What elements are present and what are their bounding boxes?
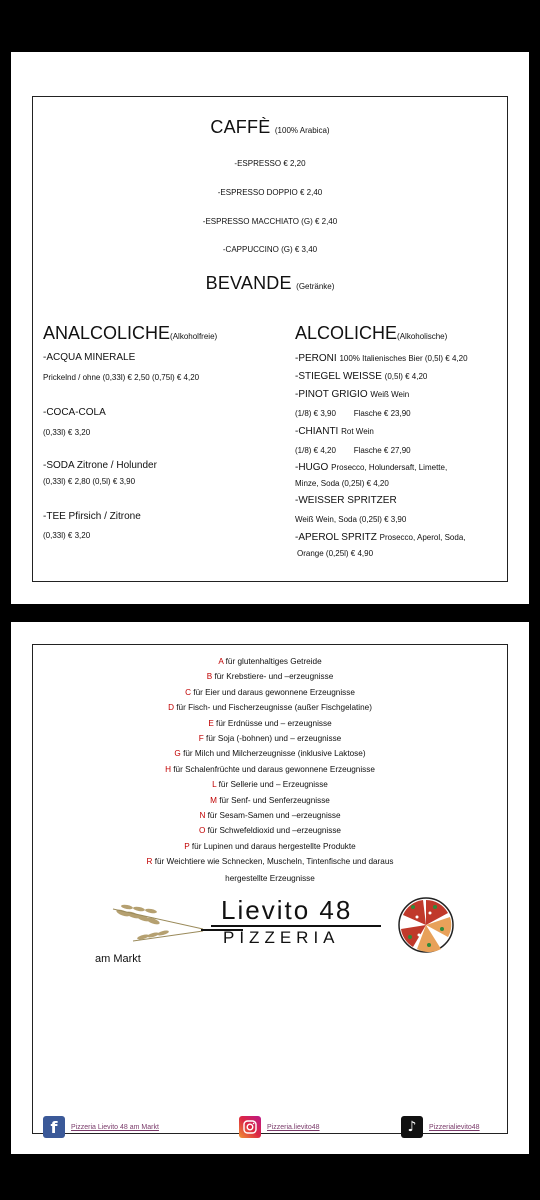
drink-detail: Prickelnd / ohne (0,33l) € 2,50 (0,75l) € 4,20	[43, 373, 200, 382]
facebook-icon: f	[43, 1116, 65, 1138]
bevande-subtitle: (Getränke)	[296, 282, 335, 291]
analcoliche-title: ANALCOLICHE	[43, 323, 171, 343]
bevande-heading	[33, 273, 507, 294]
allergen-text: für Erdnüsse und – erzeugnisse	[213, 718, 332, 728]
allergen-line	[33, 734, 507, 743]
allergen-code: B	[206, 672, 213, 682]
allergen-frame	[32, 644, 508, 1137]
drink-detail: (0,33l) € 3,20	[43, 428, 91, 437]
allergen-text: für Senf- und Senferzeugnisse	[216, 795, 330, 805]
drink-note: (0,5l) € 4,20	[384, 372, 428, 381]
facebook-link[interactable]	[43, 1116, 159, 1138]
pizza-icon	[393, 895, 463, 961]
facebook-text[interactable]: Pizzeria Lievito 48 am Markt	[71, 1123, 159, 1131]
drink-detail: Minze, Soda (0,25l) € 4,20	[295, 479, 389, 488]
allergen-code: M	[210, 795, 217, 805]
allergen-text: für Milch und Milcherzeugnisse (inklusive Laktose)	[180, 749, 366, 759]
allergen-line	[33, 842, 507, 851]
allergen-code: C	[185, 687, 192, 697]
caffe-item: -CAPPUCCINO (G) € 3,40	[222, 245, 318, 254]
allergen-code: N	[199, 811, 206, 820]
alcoliche-subtitle: (Alkoholische)	[397, 332, 448, 341]
drink-name: -COCA-COLA	[43, 407, 106, 418]
drink-detail: Weiß Wein, Soda (0,25l) € 3,90	[295, 515, 407, 524]
bevande-title: BEVANDE	[205, 273, 292, 293]
allergen-code: E	[208, 718, 214, 728]
allergen-line	[33, 688, 507, 697]
drink-title: -PINOT GRIGIO	[295, 389, 368, 400]
tiktok-link[interactable]	[401, 1116, 480, 1138]
caffe-title: CAFFÈ	[210, 117, 271, 137]
allergen-code: D	[168, 703, 174, 713]
allergen-line	[33, 672, 507, 681]
drink-name	[295, 462, 447, 473]
drink-title: -STIEGEL WEISSE	[295, 371, 382, 382]
allergen-text: für Soja (-bohnen) und – erzeugnisse	[203, 734, 342, 743]
allergen-code: P	[184, 841, 190, 851]
drink-title: -PERONI	[295, 353, 337, 364]
drink-name	[295, 495, 397, 506]
instagram-text[interactable]: Pizzeria.lievito48	[267, 1123, 320, 1131]
drink-name	[295, 426, 374, 437]
allergen-text: für Schalenfrüchte und daraus gewonnene Erzeugnisse	[171, 764, 375, 774]
drink-title: -APEROL SPRITZ	[295, 532, 377, 543]
allergen-line	[33, 857, 507, 866]
allergen-text: für Sesam-Samen und –erzeugnisse	[205, 811, 341, 820]
drink-detail: (1/8) € 4,20 Flasche € 27,90	[295, 446, 411, 455]
allergen-text: für Lupinen und daraus hergestellte Produkte	[189, 841, 356, 851]
drink-name	[295, 353, 468, 364]
allergen-line	[33, 719, 507, 728]
allergen-line: hergestellte Erzeugnisse	[225, 874, 315, 883]
allergen-code: F	[198, 734, 204, 743]
drink-note: Prosecco, Holundersaft, Limette,	[331, 463, 448, 472]
drink-title: -CHIANTI	[295, 426, 339, 437]
drink-note: Rot Wein	[341, 427, 374, 436]
drink-detail: Orange (0,25l) € 4,90	[297, 549, 374, 558]
drink-name: -ACQUA MINERALE	[43, 352, 136, 363]
alcoliche-title: ALCOLICHE	[295, 323, 398, 343]
allergen-code: G	[174, 749, 181, 759]
allergen-line	[33, 703, 507, 712]
drink-detail: (0,33l) € 2,80 (0,5l) € 3,90	[43, 477, 136, 486]
caffe-subtitle: (100% Arabica)	[274, 126, 330, 135]
allergen-code: R	[146, 857, 153, 867]
allergen-line	[33, 657, 507, 666]
drink-title: -WEISSER SPRITZER	[295, 495, 397, 506]
menu-page-drinks	[11, 52, 529, 604]
caffe-heading	[33, 117, 507, 138]
logo-name: Lievito 48	[221, 895, 353, 925]
allergen-line	[33, 780, 507, 789]
tiktok-text[interactable]: Pizzerialievito48	[429, 1123, 480, 1131]
caffe-item: -ESPRESSO € 2,20	[234, 159, 306, 168]
instagram-link[interactable]	[239, 1116, 320, 1138]
allergen-code: A	[218, 657, 224, 666]
allergen-line	[33, 826, 507, 835]
allergen-line	[33, 765, 507, 774]
drink-note: 100% Italienisches Bier (0,5l) € 4,20	[339, 354, 468, 363]
allergen-text: für Krebstiere- und –erzeugnisse	[212, 672, 334, 682]
tiktok-icon: ♪	[401, 1116, 423, 1138]
allergen-code: O	[198, 826, 206, 836]
allergen-line	[33, 796, 507, 805]
logo-tagline: am Markt	[95, 953, 141, 965]
allergen-text: für Eier und daraus gewonnene Erzeugnisse	[191, 687, 355, 697]
caffe-item: -ESPRESSO MACCHIATO (G) € 2,40	[202, 217, 338, 226]
drink-detail: (0,33l) € 3,20	[43, 531, 91, 540]
logo-sub: PIZZERIA	[223, 928, 340, 947]
analcoliche-heading	[43, 323, 217, 344]
allergen-text: für Weichtiere wie Schnecken, Muscheln, Tintenfische und daraus	[152, 857, 394, 867]
allergen-text: für Schwefeldioxid und –erzeugnisse	[205, 826, 341, 836]
menu-page-allergens	[11, 622, 529, 1154]
allergen-code: H	[165, 764, 171, 774]
allergen-code: L	[212, 780, 217, 790]
drink-name: -SODA Zitrone / Holunder	[43, 460, 157, 471]
alcoliche-heading	[295, 323, 447, 344]
instagram-icon	[239, 1116, 261, 1138]
drink-name: -TEE Pfirsich / Zitrone	[43, 511, 141, 522]
allergen-text: für glutenhaltiges Getreide	[223, 657, 322, 666]
allergen-text: für Sellerie und – Erzeugnisse	[216, 780, 328, 790]
drink-note: Weiß Wein	[370, 390, 410, 399]
allergen-line	[33, 749, 507, 758]
drink-name	[295, 371, 427, 382]
pizzeria-logo	[93, 895, 463, 975]
drink-name	[295, 389, 409, 400]
caffe-item: -ESPRESSO DOPPIO € 2,40	[217, 188, 323, 197]
drink-title: -HUGO	[295, 462, 329, 473]
drink-note: Prosecco, Aperol, Soda,	[379, 533, 466, 542]
logo-divider	[211, 925, 381, 927]
analcoliche-subtitle: (Alkoholfreie)	[170, 332, 218, 341]
allergen-text: für Fisch- und Fischerzeugnisse (außer Fischgelatine)	[173, 703, 372, 713]
drink-name	[295, 532, 465, 543]
drink-detail: (1/8) € 3,90 Flasche € 23,90	[295, 409, 411, 418]
menu-frame	[32, 96, 508, 582]
allergen-line	[33, 811, 507, 820]
